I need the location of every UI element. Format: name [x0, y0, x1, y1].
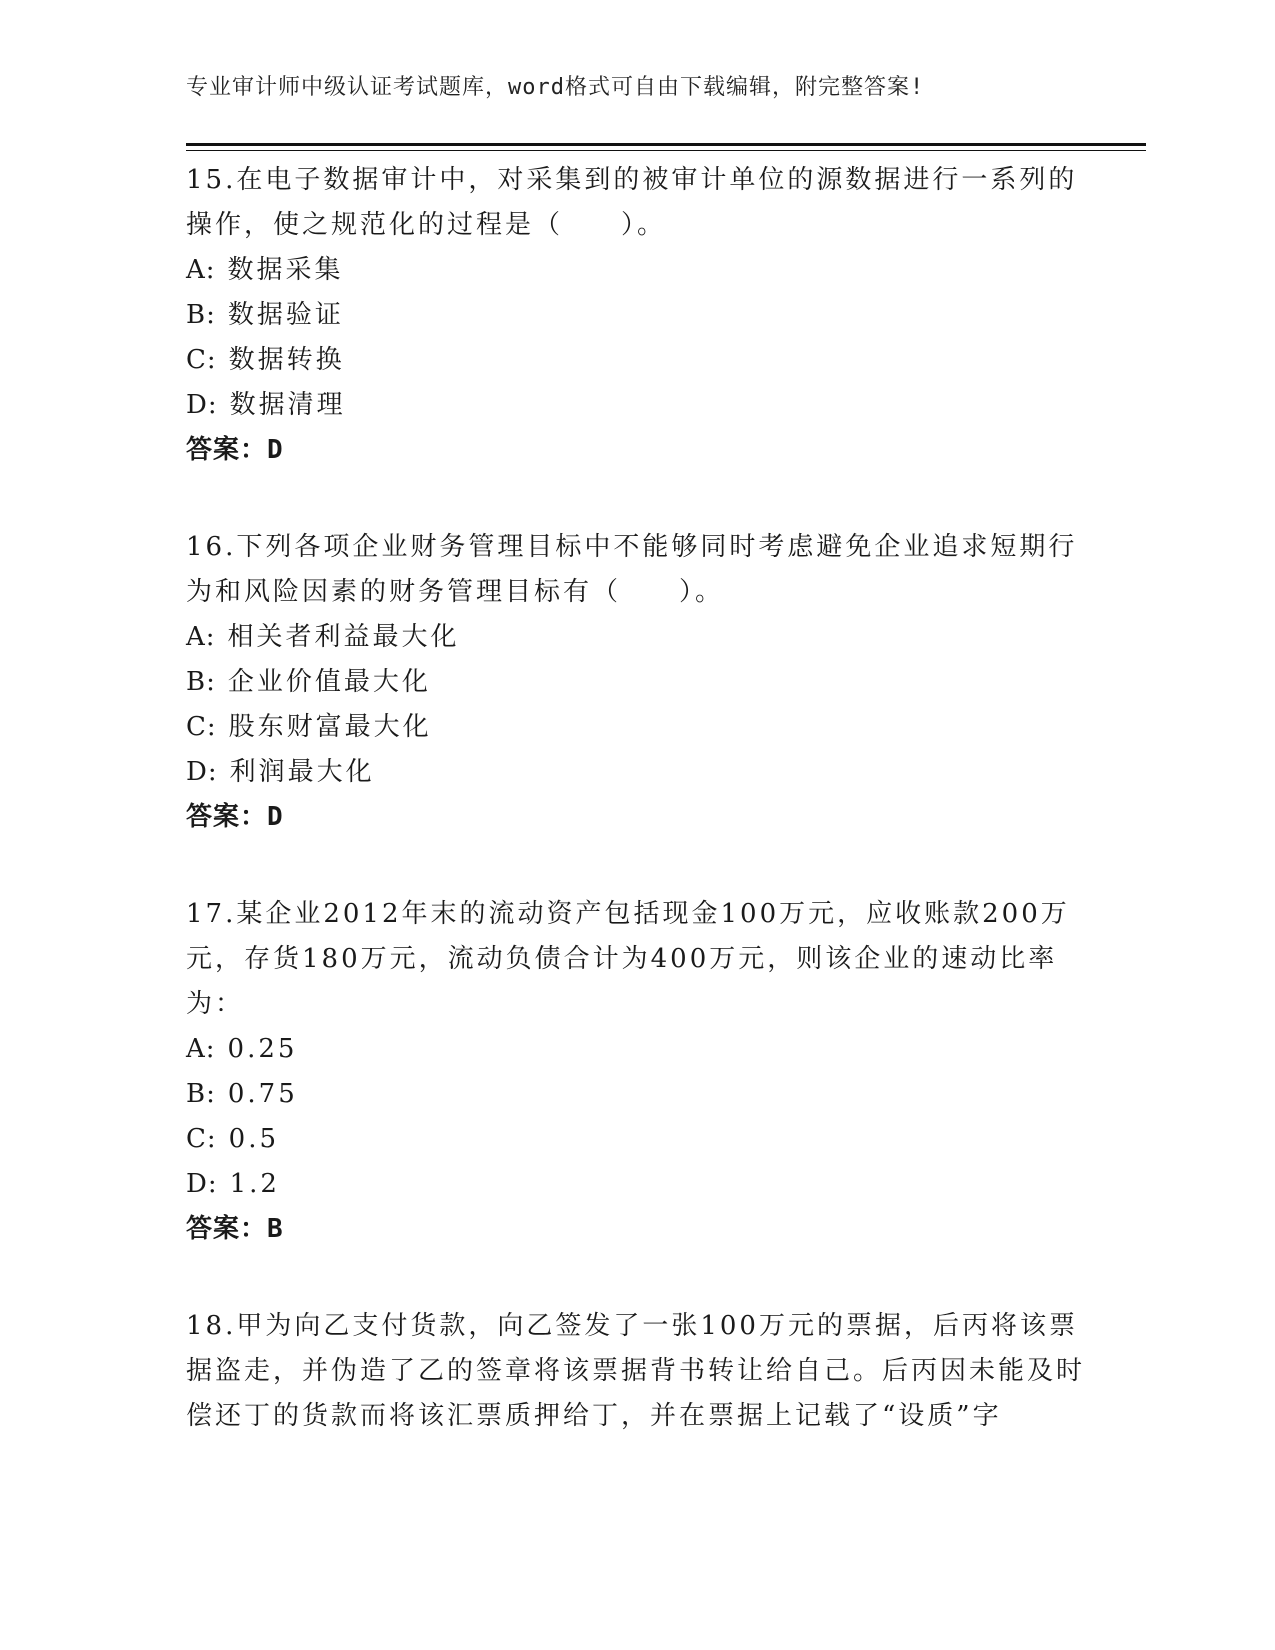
option-key: B:: [186, 300, 216, 330]
option-key: D:: [186, 390, 218, 420]
option-key: D:: [186, 1169, 218, 1199]
option-a: [186, 248, 1086, 293]
question-16: [186, 525, 1086, 840]
option-text: 1.2: [229, 1169, 280, 1199]
answer-line: 答案：B: [186, 1214, 284, 1244]
option-text: 0.25: [227, 1034, 298, 1064]
option-key: D:: [186, 757, 218, 787]
option-key: C:: [186, 712, 217, 742]
option-key: A:: [186, 1034, 216, 1064]
question-stem: 17.某企业2012年末的流动资产包括现金100万元，应收账款200万元，存货180万元，流动负债合计为400万元，则该企业的速动比率为：: [186, 899, 1070, 1019]
option-key: C:: [186, 1124, 217, 1154]
option-text: 相关者利益最大化: [227, 622, 460, 652]
option-text: 数据采集: [227, 255, 344, 285]
question-stem: 15.在电子数据审计中，对采集到的被审计单位的源数据进行一系列的操作，使之规范化的过程是（ ）。: [186, 165, 1078, 240]
option-text: 利润最大化: [229, 757, 375, 787]
question-17: [186, 892, 1086, 1252]
question-list: [186, 158, 1086, 1491]
page-header: 专业审计师中级认证考试题库，word格式可自由下载编辑，附完整答案!: [186, 75, 925, 100]
option-c: [186, 1117, 1086, 1162]
option-d: [186, 383, 1086, 428]
option-key: A:: [186, 255, 216, 285]
option-d: [186, 750, 1086, 795]
option-key: A:: [186, 622, 216, 652]
option-text: 数据验证: [227, 300, 344, 330]
option-text: 0.5: [228, 1124, 280, 1154]
option-text: 0.75: [227, 1079, 298, 1109]
option-c: [186, 705, 1086, 750]
option-b: [186, 1072, 1086, 1117]
header-rule-thick: [186, 143, 1146, 146]
answer-line: 答案：D: [186, 435, 284, 465]
question-stem: 18.甲为向乙支付货款，向乙签发了一张100万元的票据，后丙将该票据盗走，并伪造了乙的签章将该票据背书转让给自己。后丙因未能及时偿还丁的货款而将该汇票质押给丁，并在票据上记载了“设质”字: [186, 1311, 1086, 1431]
answer-line: 答案：D: [186, 802, 284, 832]
question-15: [186, 158, 1086, 473]
question-stem: 16.下列各项企业财务管理目标中不能够同时考虑避免企业追求短期行为和风险因素的财务管理目标有（ ）。: [186, 532, 1078, 607]
header-rule-thin: [186, 150, 1146, 151]
option-b: [186, 660, 1086, 705]
option-c: [186, 338, 1086, 383]
option-a: [186, 615, 1086, 660]
option-key: C:: [186, 345, 217, 375]
option-key: B:: [186, 1079, 216, 1109]
question-18: [186, 1304, 1086, 1439]
option-text: 企业价值最大化: [227, 667, 431, 697]
option-text: 数据清理: [229, 390, 346, 420]
option-a: [186, 1027, 1086, 1072]
option-key: B:: [186, 667, 216, 697]
option-b: [186, 293, 1086, 338]
option-text: 股东财富最大化: [228, 712, 432, 742]
option-text: 数据转换: [228, 345, 345, 375]
option-d: [186, 1162, 1086, 1207]
